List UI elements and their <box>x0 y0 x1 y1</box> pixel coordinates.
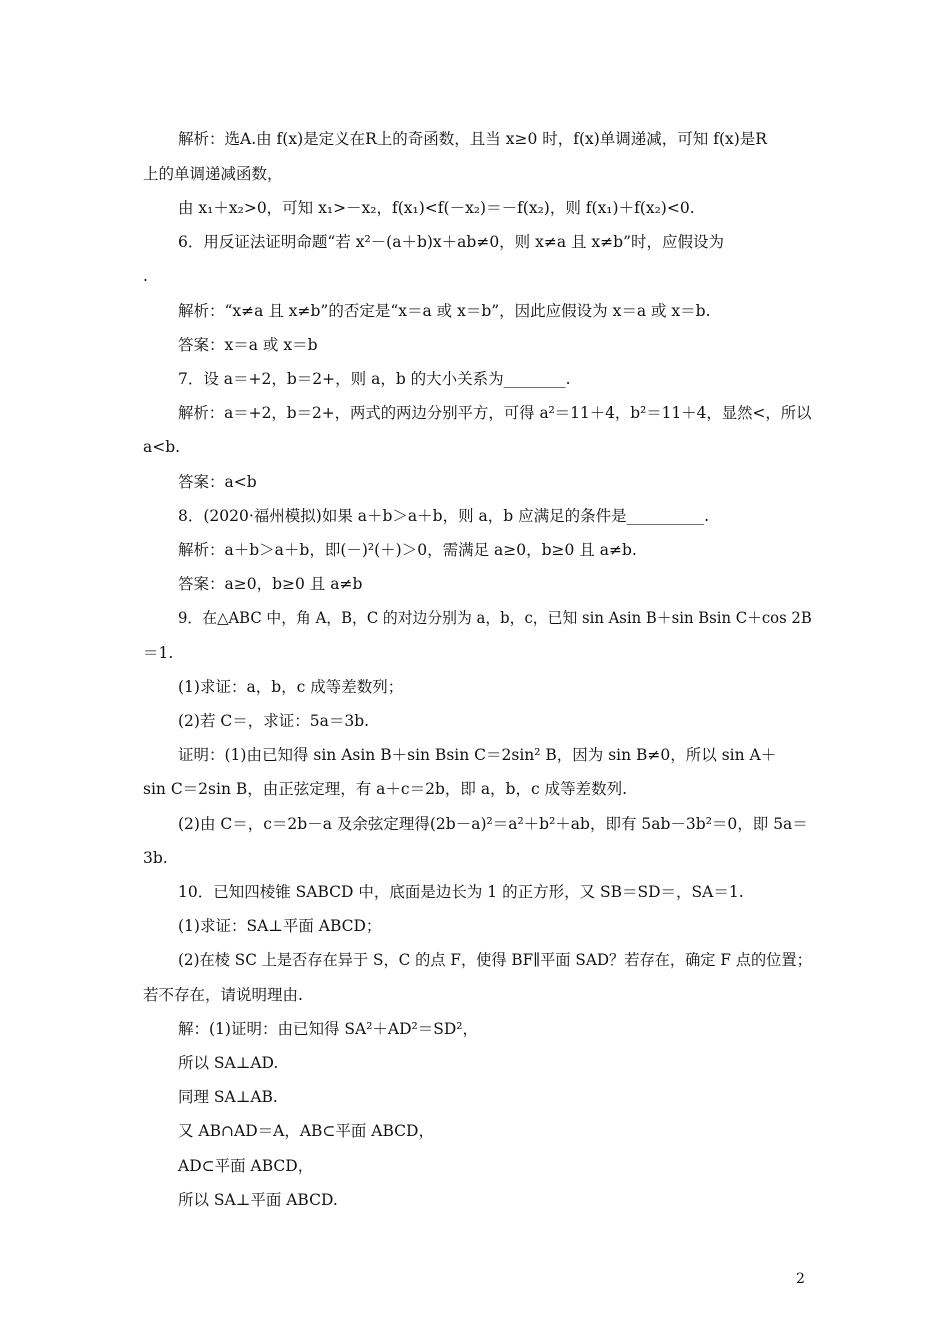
text-line: 答案：a<b <box>178 473 257 491</box>
text-line: 3b. <box>143 849 168 867</box>
text-line: 解析：选A.由 f(x)是定义在R上的奇函数，且当 x≥0 时，f(x)单调递减，可知 f(x)是R <box>178 130 767 148</box>
text-line: a<b. <box>143 438 181 456</box>
text-line: 8．(2020·福州模拟)如果 a＋b＞a＋b，则 a，b 应满足的条件是__________. <box>178 507 710 525</box>
text-line: 答案：x＝a 或 x＝b <box>178 336 318 354</box>
text-line: 解：(1)证明：由已知得 SA²＋AD²＝SD²， <box>178 1020 479 1038</box>
text-line: 解析：a＝+2，b＝2+，两式的两边分别平方，可得 a²＝11＋4，b²＝11＋4，显然<，所以 <box>178 404 812 422</box>
text-line: ＝1. <box>143 644 174 662</box>
text-line: (1)求证：a，b，c 成等差数列； <box>178 678 404 696</box>
text-line: (2)在棱 SC 上是否存在异于 S，C 的点 F，使得 BF∥平面 SAD？若存在，确定 F 点的位置； <box>178 951 812 969</box>
text-line: sin C＝2sin B，由正弦定理，有 a＋c＝2b，即 a，b，c 成等差数列. <box>143 780 628 798</box>
text-line: 解析：a＋b＞a＋b，即(－)²(＋)＞0，需满足 a≥0，b≥0 且 a≠b. <box>178 541 637 559</box>
text-line: 答案：a≥0，b≥0 且 a≠b <box>178 575 363 593</box>
text-line: (1)求证：SA⊥平面 ABCD； <box>178 917 382 935</box>
text-line: 由 x₁＋x₂>0，可知 x₁>－x₂，f(x₁)<f(－x₂)＝－f(x₂)，则 f(x₁)＋f(x₂)<0. <box>178 199 695 217</box>
text-line: (2)由 C＝，c＝2b－a 及余弦定理得(2b－a)²＝a²＋b²＋ab，即有 5ab－3b²＝0，即 5a＝ <box>178 815 808 833</box>
text-line: 上的单调递减函数， <box>143 165 283 183</box>
text-line: 10．已知四棱锥 SABCD 中，底面是边长为 1 的正方形，又 SB＝SD＝，SA＝1. <box>178 883 744 901</box>
text-line: AD⊂平面 ABCD， <box>178 1157 314 1175</box>
text-line: (2)若 C＝，求证：5a＝3b. <box>178 712 370 730</box>
text-line: 若不存在，请说明理由. <box>143 986 303 1004</box>
text-line: 6．用反证法证明命题“若 x²－(a＋b)x＋ab≠0，则 x≠a 且 x≠b”时，应假设为 <box>178 233 725 251</box>
text-line: 7．设 a＝+2，b＝2+，则 a，b 的大小关系为________. <box>178 370 571 388</box>
text-line: 证明：(1)由已知得 sin Asin B＋sin Bsin C＝2sin² B，因为 sin B≠0，所以 sin A＋ <box>178 746 777 764</box>
text-line: 同理 SA⊥AB. <box>178 1088 278 1106</box>
text-line: 又 AB∩AD＝A，AB⊂平面 ABCD， <box>178 1122 434 1140</box>
page-number: 2 <box>796 1271 805 1287</box>
text-line: 9．在△ABC 中，角 A，B，C 的对边分别为 a，b，c，已知 sin Asin B＋sin Bsin C＋cos 2B <box>178 609 812 627</box>
text-line: 所以 SA⊥AD. <box>178 1054 279 1072</box>
text-line: . <box>143 267 148 285</box>
text-line: 所以 SA⊥平面 ABCD. <box>178 1191 338 1209</box>
text-line: 解析：“x≠a 且 x≠b”的否定是“x＝a 或 x＝b”，因此应假设为 x＝a 或 x＝b. <box>178 302 711 320</box>
